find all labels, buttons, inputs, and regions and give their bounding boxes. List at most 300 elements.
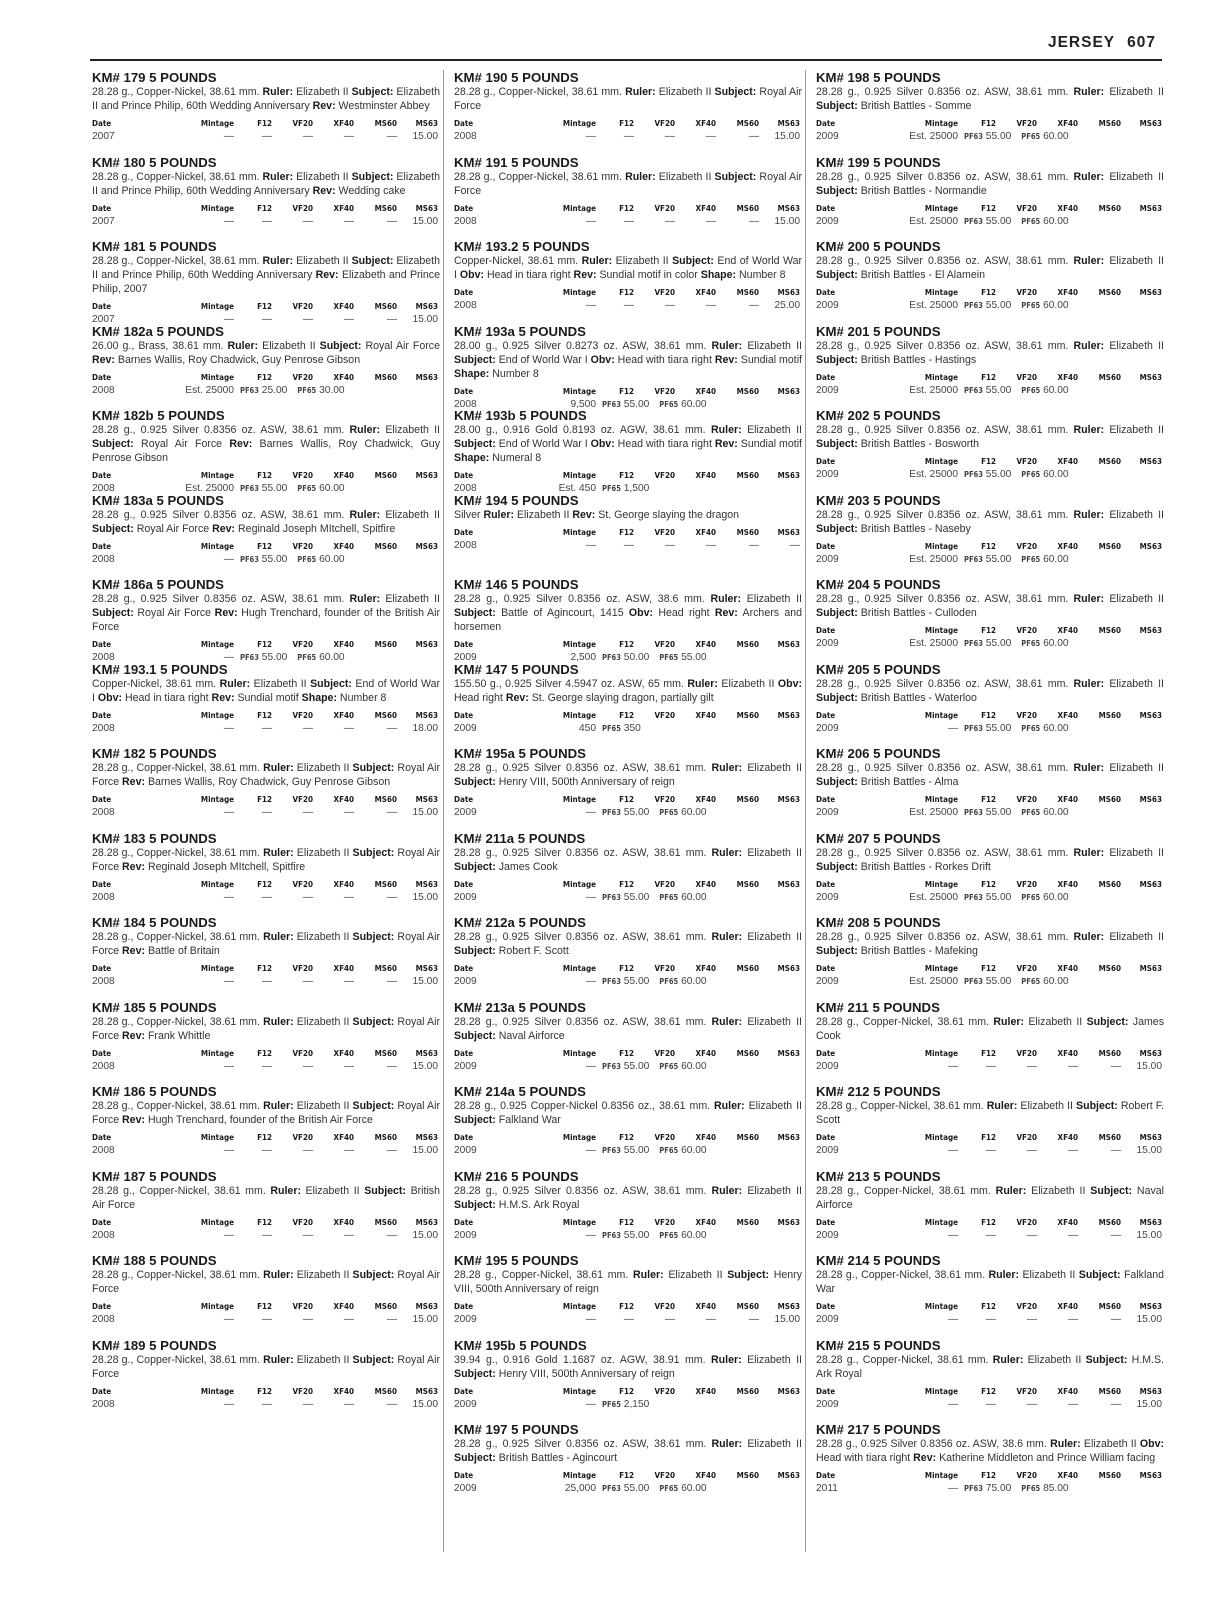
catalog-entry [816,1253,1164,1338]
row-xf40: — [343,722,354,734]
header-ms63: MS63 [415,1048,438,1058]
proof-grade-label: PF65 [297,484,317,493]
proof-grade-label: PF63 [964,132,983,141]
desc-text: Elizabeth II [1104,677,1164,690]
catalog-entry [92,1338,440,1423]
proof-grade-label: PF63 [602,399,621,408]
desc-field-label: Subject: [352,846,395,859]
header-date: Date [816,1302,836,1311]
row-date: 2009 [816,1314,839,1325]
desc-field-label: Ruler: [711,931,743,943]
desc-field-label: Ruler: [711,846,743,859]
desc-text: 39.94 g., 0.916 Gold 1.1687 oz. AGW, 38.91 mm. [454,1353,711,1366]
header-date: Date [92,119,112,128]
desc-field-label: Obv: [459,269,485,281]
header-vf20: VF20 [292,710,313,720]
header-vf20: VF20 [1016,457,1037,466]
header-ms63: MS63 [415,372,438,382]
page-number: 607 [1127,34,1156,51]
desc-field-label: Ruler: [262,86,294,98]
header-mintage: Mintage [200,302,234,311]
desc-field-label: Subject: [310,677,352,690]
header-vf20: VF20 [654,1133,675,1142]
header-ms60: MS60 [1098,1302,1121,1311]
catalog-entry [92,155,440,240]
header-ms60: MS60 [736,527,759,537]
price-table-row [454,1145,802,1157]
proof-value: 55.00 [985,131,1012,142]
header-xf40: XF40 [695,710,716,720]
entry-title: KM# 212a 5 POUNDS [454,915,586,930]
catalog-entry [816,915,1164,1000]
desc-text: Royal Air Force [92,762,440,788]
entry-description [92,1268,440,1296]
row-ms60: — [386,1145,397,1156]
header-ms60: MS60 [374,1133,397,1142]
desc-field-label: Ruler: [988,1269,1020,1281]
price-table-header [92,470,440,482]
entry-title: KM# 186a 5 POUNDS [92,577,224,592]
entry-title: KM# 193a 5 POUNDS [454,323,586,339]
header-date: Date [816,1048,836,1058]
proof-value: 60.00 [1043,131,1069,142]
row-mintage: — [223,722,234,734]
header-mintage: Mintage [200,1386,234,1396]
proof-value: 50.00 [623,652,650,662]
proof-grade-label: PF65 [659,1061,679,1071]
row-date: 2008 [92,1145,115,1156]
desc-field-label: Subject: [816,100,858,112]
price-table-header [92,118,440,130]
header-vf20: VF20 [292,1133,313,1142]
row-mintage: — [585,1229,596,1241]
header-ms60: MS60 [736,640,759,649]
desc-field-label: Rev: [214,607,238,619]
row-ms60: — [386,131,397,142]
row-date: 2009 [816,469,839,480]
desc-field-label: Rev: [312,184,336,197]
header-xf40: XF40 [1057,1048,1078,1058]
desc-text: Head right [653,607,715,619]
entry-title: KM# 217 5 POUNDS [816,1422,941,1437]
header-f12: F12 [981,1302,996,1311]
entry-description [92,1353,440,1381]
entry-description [454,1099,802,1127]
catalog-entry [454,746,802,831]
desc-field-label: Ruler: [710,593,742,605]
header-ms60: MS60 [374,964,397,973]
entry-description [92,508,440,536]
price-table-header [816,1470,1164,1482]
proof-grade-label: PF65 [1021,808,1041,817]
header-mintage: Mintage [562,1302,596,1311]
catalog-entry [816,324,1164,409]
header-ms60: MS60 [374,640,397,649]
header-vf20: VF20 [1016,541,1037,551]
proof-grade-label: PF65 [1021,1484,1041,1493]
header-mintage: Mintage [200,710,234,720]
row-vf20: — [1026,1145,1037,1156]
desc-text: British Battles - Naseby [857,522,971,535]
desc-field-label: Ruler: [714,1100,745,1112]
desc-field-label: Obv: [590,438,615,450]
desc-text: Head right [454,691,506,704]
desc-text: 28.28 g., Copper-Nickel, 38.61 mm. [92,1353,264,1366]
header-vf20: VF20 [1016,964,1037,973]
header-date: Date [92,1217,112,1227]
header-ms60: MS60 [374,541,397,551]
row-mintage: — [585,1314,596,1325]
catalog-entry [454,408,802,493]
row-vf20: — [302,976,313,987]
price-table-header [92,963,440,975]
desc-text: Royal Air Force [454,170,802,197]
header-xf40: XF40 [1057,457,1078,466]
catalog-entry [454,577,802,662]
row-f12: — [261,215,272,227]
header-f12: F12 [981,457,996,466]
entry-description [92,846,440,874]
desc-field-label: Rev: [714,438,738,450]
desc-field-label: Ruler: [995,1184,1027,1197]
header-xf40: XF40 [333,710,354,720]
catalog-column-2 [454,70,802,1507]
desc-text: Elizabeth II [293,86,352,98]
entry-title: KM# 208 5 POUNDS [816,915,941,930]
row-mintage: — [585,976,596,987]
desc-field-label: Ruler: [263,1269,294,1281]
desc-text: Henry VIII, 500th Anniversary of reign [454,1269,802,1295]
desc-text: Elizabeth II [380,424,440,436]
proof-value: 60.00 [319,652,345,662]
row-vf20: — [302,807,313,818]
header-ms63: MS63 [777,386,800,396]
desc-text: Numeral 8 [489,452,542,464]
catalog-entry [92,662,440,747]
header-mintage: Mintage [924,1302,958,1311]
desc-field-label: Subject: [454,860,496,873]
desc-text: 28.28 g., Copper-Nickel, 38.61 mm. [454,170,626,183]
header-mintage: Mintage [924,1386,958,1396]
header-ms60: MS60 [1098,288,1121,297]
entry-title: KM# 185 5 POUNDS [92,999,217,1015]
desc-text: British Air Force [92,1184,440,1211]
desc-field-label: Ruler: [711,424,742,436]
desc-field-label: Ruler: [711,762,743,774]
header-ms60: MS60 [374,1217,397,1227]
desc-text: Reginald Joseph MItchell, Spitfire [235,522,396,535]
header-xf40: XF40 [1057,964,1078,973]
header-mintage: Mintage [924,1471,958,1480]
desc-field-label: Subject: [352,1015,395,1028]
header-xf40: XF40 [333,541,354,551]
header-ms60: MS60 [736,203,759,213]
price-table-header [92,1386,440,1398]
row-proof-prices [596,1230,802,1242]
proof-value: 60.00 [1043,215,1069,227]
header-ms63: MS63 [415,1386,438,1396]
price-table-header [92,1048,440,1060]
header-f12: F12 [981,964,996,973]
row-date: 2007 [92,314,115,324]
header-ms60: MS60 [374,1386,397,1396]
price-table-row [454,807,802,819]
header-xf40: XF40 [333,302,354,311]
header-mintage: Mintage [200,1048,234,1058]
entry-description [816,592,1164,620]
price-table-header [454,203,802,215]
header-mintage: Mintage [562,1471,596,1480]
price-table-row [92,314,440,324]
entry-title: KM# 188 5 POUNDS [92,1253,217,1268]
header-ms63: MS63 [777,1471,800,1480]
row-mintage: — [585,1398,596,1410]
proof-value: 55.00 [623,1229,650,1241]
header-f12: F12 [981,1217,996,1227]
header-xf40: XF40 [1057,203,1078,213]
desc-text: Elizabeth II [1026,1184,1091,1197]
header-vf20: VF20 [1016,1471,1037,1480]
header-xf40: XF40 [695,288,716,297]
row-f12: — [985,1398,996,1410]
desc-text: 28.28 g., 0.925 Silver 0.8356 oz. ASW, 38.61 mm. [816,677,1074,690]
desc-text: Elizabeth II [293,1353,353,1366]
desc-field-label: Rev: [122,1029,145,1042]
row-vf20: — [302,1314,313,1325]
header-f12: F12 [257,879,272,889]
desc-text: Royal Air Force [133,438,230,450]
desc-field-label: Subject: [364,1184,406,1197]
header-xf40: XF40 [333,640,354,649]
desc-text: 28.28 g., Copper-Nickel, 38.61 mm. [92,931,264,943]
header-vf20: VF20 [1016,795,1037,804]
entry-title: KM# 214 5 POUNDS [816,1253,941,1268]
header-ms60: MS60 [736,879,759,889]
header-f12: F12 [257,710,272,720]
desc-text: 28.00 g., 0.925 Silver 0.8273 oz. ASW, 38.61 mm. [454,339,712,352]
entry-title: KM# 182b 5 POUNDS [92,408,225,423]
header-xf40: XF40 [1057,372,1078,382]
header-f12: F12 [981,710,996,720]
header-ms60: MS60 [374,203,397,213]
entry-title: KM# 195a 5 POUNDS [454,746,586,761]
desc-field-label: Ruler: [633,1269,664,1281]
header-ms63: MS63 [777,795,800,804]
desc-field-label: Subject: [351,255,394,267]
desc-field-label: Subject: [352,762,395,774]
header-date: Date [454,1048,474,1058]
header-ms60: MS60 [1098,879,1121,889]
desc-field-label: Ruler: [1073,593,1105,605]
desc-text: Barnes Wallis, Roy Chadwick, Guy Penrose Gibson [92,438,440,464]
desc-text: British Battles - Somme [857,100,972,112]
row-f12: — [623,539,634,551]
entry-description [454,1437,802,1465]
proof-grade-label: PF65 [659,1230,679,1240]
row-ms63: 15.00 [412,1060,438,1072]
desc-field-label: Subject: [1078,1269,1121,1281]
header-ms60: MS60 [1098,372,1121,382]
row-proof-prices [958,131,1164,143]
entry-description [92,677,440,705]
row-xf40: — [343,1229,354,1241]
header-ms60: MS60 [736,471,759,480]
row-proof-prices [958,1483,1164,1495]
row-proof-prices [234,385,440,397]
header-ms60: MS60 [736,964,759,973]
desc-text: Hugh Trenchard, founder of the British Air Force [92,607,440,633]
header-ms60: MS60 [1098,964,1121,973]
row-proof-prices [596,976,802,988]
row-date: 2009 [816,384,839,396]
header-ms60: MS60 [736,1217,759,1227]
row-mintage: 9,500 [570,398,596,408]
proof-grade-label: PF65 [1021,132,1041,141]
header-ms63: MS63 [1139,626,1162,635]
row-date: 2009 [816,1145,839,1156]
entry-title: KM# 195 5 POUNDS [454,1253,579,1268]
row-mintage: Est. 25000 [909,807,958,818]
header-date: Date [816,1217,836,1227]
desc-field-label: Subject: [1076,1100,1118,1112]
header-f12: F12 [619,1133,634,1142]
desc-text: Royal Air Force [92,1100,440,1126]
header-mintage: Mintage [200,541,234,551]
desc-text: End of World War I [495,438,591,450]
proof-grade-label: PF63 [964,301,983,310]
row-proof-prices [958,723,1164,735]
header-xf40: XF40 [1057,879,1078,889]
header-date: Date [454,203,474,213]
row-vf20: — [1026,1060,1037,1072]
desc-text: Elizabeth II [742,339,802,352]
header-f12: F12 [619,1302,634,1311]
desc-text: 28.28 g., Copper-Nickel, 38.61 mm. [454,86,626,98]
desc-field-label: Subject: [816,945,858,957]
catalog-entry [816,1422,1164,1507]
row-f12: — [261,1229,272,1241]
catalog-entry [92,831,440,916]
header-ms63: MS63 [1139,964,1162,973]
entry-title: KM# 202 5 POUNDS [816,408,941,423]
row-mintage: — [585,215,596,227]
desc-text: British Battles - Agincourt [495,1452,618,1464]
entry-description [454,339,802,381]
desc-field-label: Subject: [454,607,496,619]
proof-grade-label: PF63 [602,1484,621,1493]
row-xf40: — [1067,1145,1078,1156]
desc-text: 28.28 g., 0.925 Silver 0.8356 oz. ASW, 38.61 mm. [816,593,1074,605]
price-table-row [454,1314,802,1326]
header-ms60: MS60 [736,795,759,804]
header-mintage: Mintage [200,640,234,649]
header-ms63: MS63 [1139,457,1162,466]
header-mintage: Mintage [562,1048,596,1058]
price-table-header [454,1470,802,1482]
desc-text: End of World War I [495,353,591,366]
header-ms60: MS60 [736,119,759,128]
row-ms60: — [748,131,759,142]
header-f12: F12 [257,1386,272,1396]
proof-grade-label: PF65 [1021,639,1041,648]
header-mintage: Mintage [924,541,958,551]
row-mintage: — [585,1145,596,1156]
header-f12: F12 [981,1471,996,1480]
proof-value: 60.00 [681,1145,707,1156]
header-xf40: XF40 [333,1133,354,1142]
row-mintage: — [223,976,234,987]
header-xf40: XF40 [333,1386,354,1396]
desc-text: Royal Air Force [361,339,440,352]
price-table-header [92,1132,440,1144]
header-date: Date [92,964,112,973]
row-date: 2009 [454,1314,477,1325]
row-date: 2007 [92,215,115,227]
price-table-header [454,1301,802,1313]
row-date: 2008 [92,1314,115,1325]
header-ms63: MS63 [415,1133,438,1142]
header-vf20: VF20 [654,795,675,804]
row-xf40: — [1067,1314,1078,1325]
header-vf20: VF20 [1016,626,1037,635]
proof-value: 55.00 [985,553,1012,565]
row-mintage: — [223,314,234,324]
price-table-row [816,807,1164,819]
desc-text: British Battles - Waterloo [857,691,977,704]
desc-text: Katherine Middleton and Prince William facing [936,1452,1156,1464]
proof-grade-label: PF63 [964,216,983,226]
catalog-entry [816,831,1164,916]
header-date: Date [454,1217,474,1227]
proof-grade-label: PF65 [659,892,679,902]
desc-field-label: Obv: [97,691,123,704]
row-f12: — [261,1060,272,1072]
desc-text: 28.28 g., Copper-Nickel, 38.61 mm. [816,1269,989,1281]
catalog-entry [454,70,802,155]
proof-grade-label: PF65 [659,1146,679,1155]
desc-text: Elizabeth II and Prince Philip, 60th Wedding Anniversary [92,170,440,197]
desc-field-label: Ruler: [349,508,381,521]
header-ms60: MS60 [1098,710,1121,720]
row-f12: — [985,1145,996,1156]
desc-text: Elizabeth II [293,846,353,859]
desc-field-label: Subject: [454,1198,496,1211]
price-table-row [454,1230,802,1242]
desc-text: 28.28 g., Copper-Nickel, 38.61 mm. [92,170,263,183]
desc-text: 28.28 g., Copper-Nickel, 38.61 mm. [92,846,264,859]
header-mintage: Mintage [924,457,958,466]
proof-value: 60.00 [1043,553,1069,565]
proof-grade-label: PF63 [240,484,259,493]
header-ms63: MS63 [1139,1302,1162,1311]
header-vf20: VF20 [654,471,675,480]
header-ms63: MS63 [1139,879,1162,889]
header-vf20: VF20 [1016,1302,1037,1311]
price-table-header [454,1386,802,1398]
header-ms60: MS60 [736,1302,759,1311]
entry-title: KM# 207 5 POUNDS [816,830,941,846]
header-ms63: MS63 [777,964,800,973]
desc-text: 28.28 g., 0.925 Silver 0.8356 oz. ASW, 38.61 mm. [454,1015,712,1028]
header-vf20: VF20 [292,1302,313,1311]
header-vf20: VF20 [292,372,313,382]
proof-value: 25.00 [261,384,288,396]
entry-title: KM# 189 5 POUNDS [92,1337,217,1353]
header-vf20: VF20 [1016,710,1037,720]
header-f12: F12 [619,471,634,480]
row-date: 2008 [92,483,115,493]
country-name: JERSEY [1047,34,1116,51]
